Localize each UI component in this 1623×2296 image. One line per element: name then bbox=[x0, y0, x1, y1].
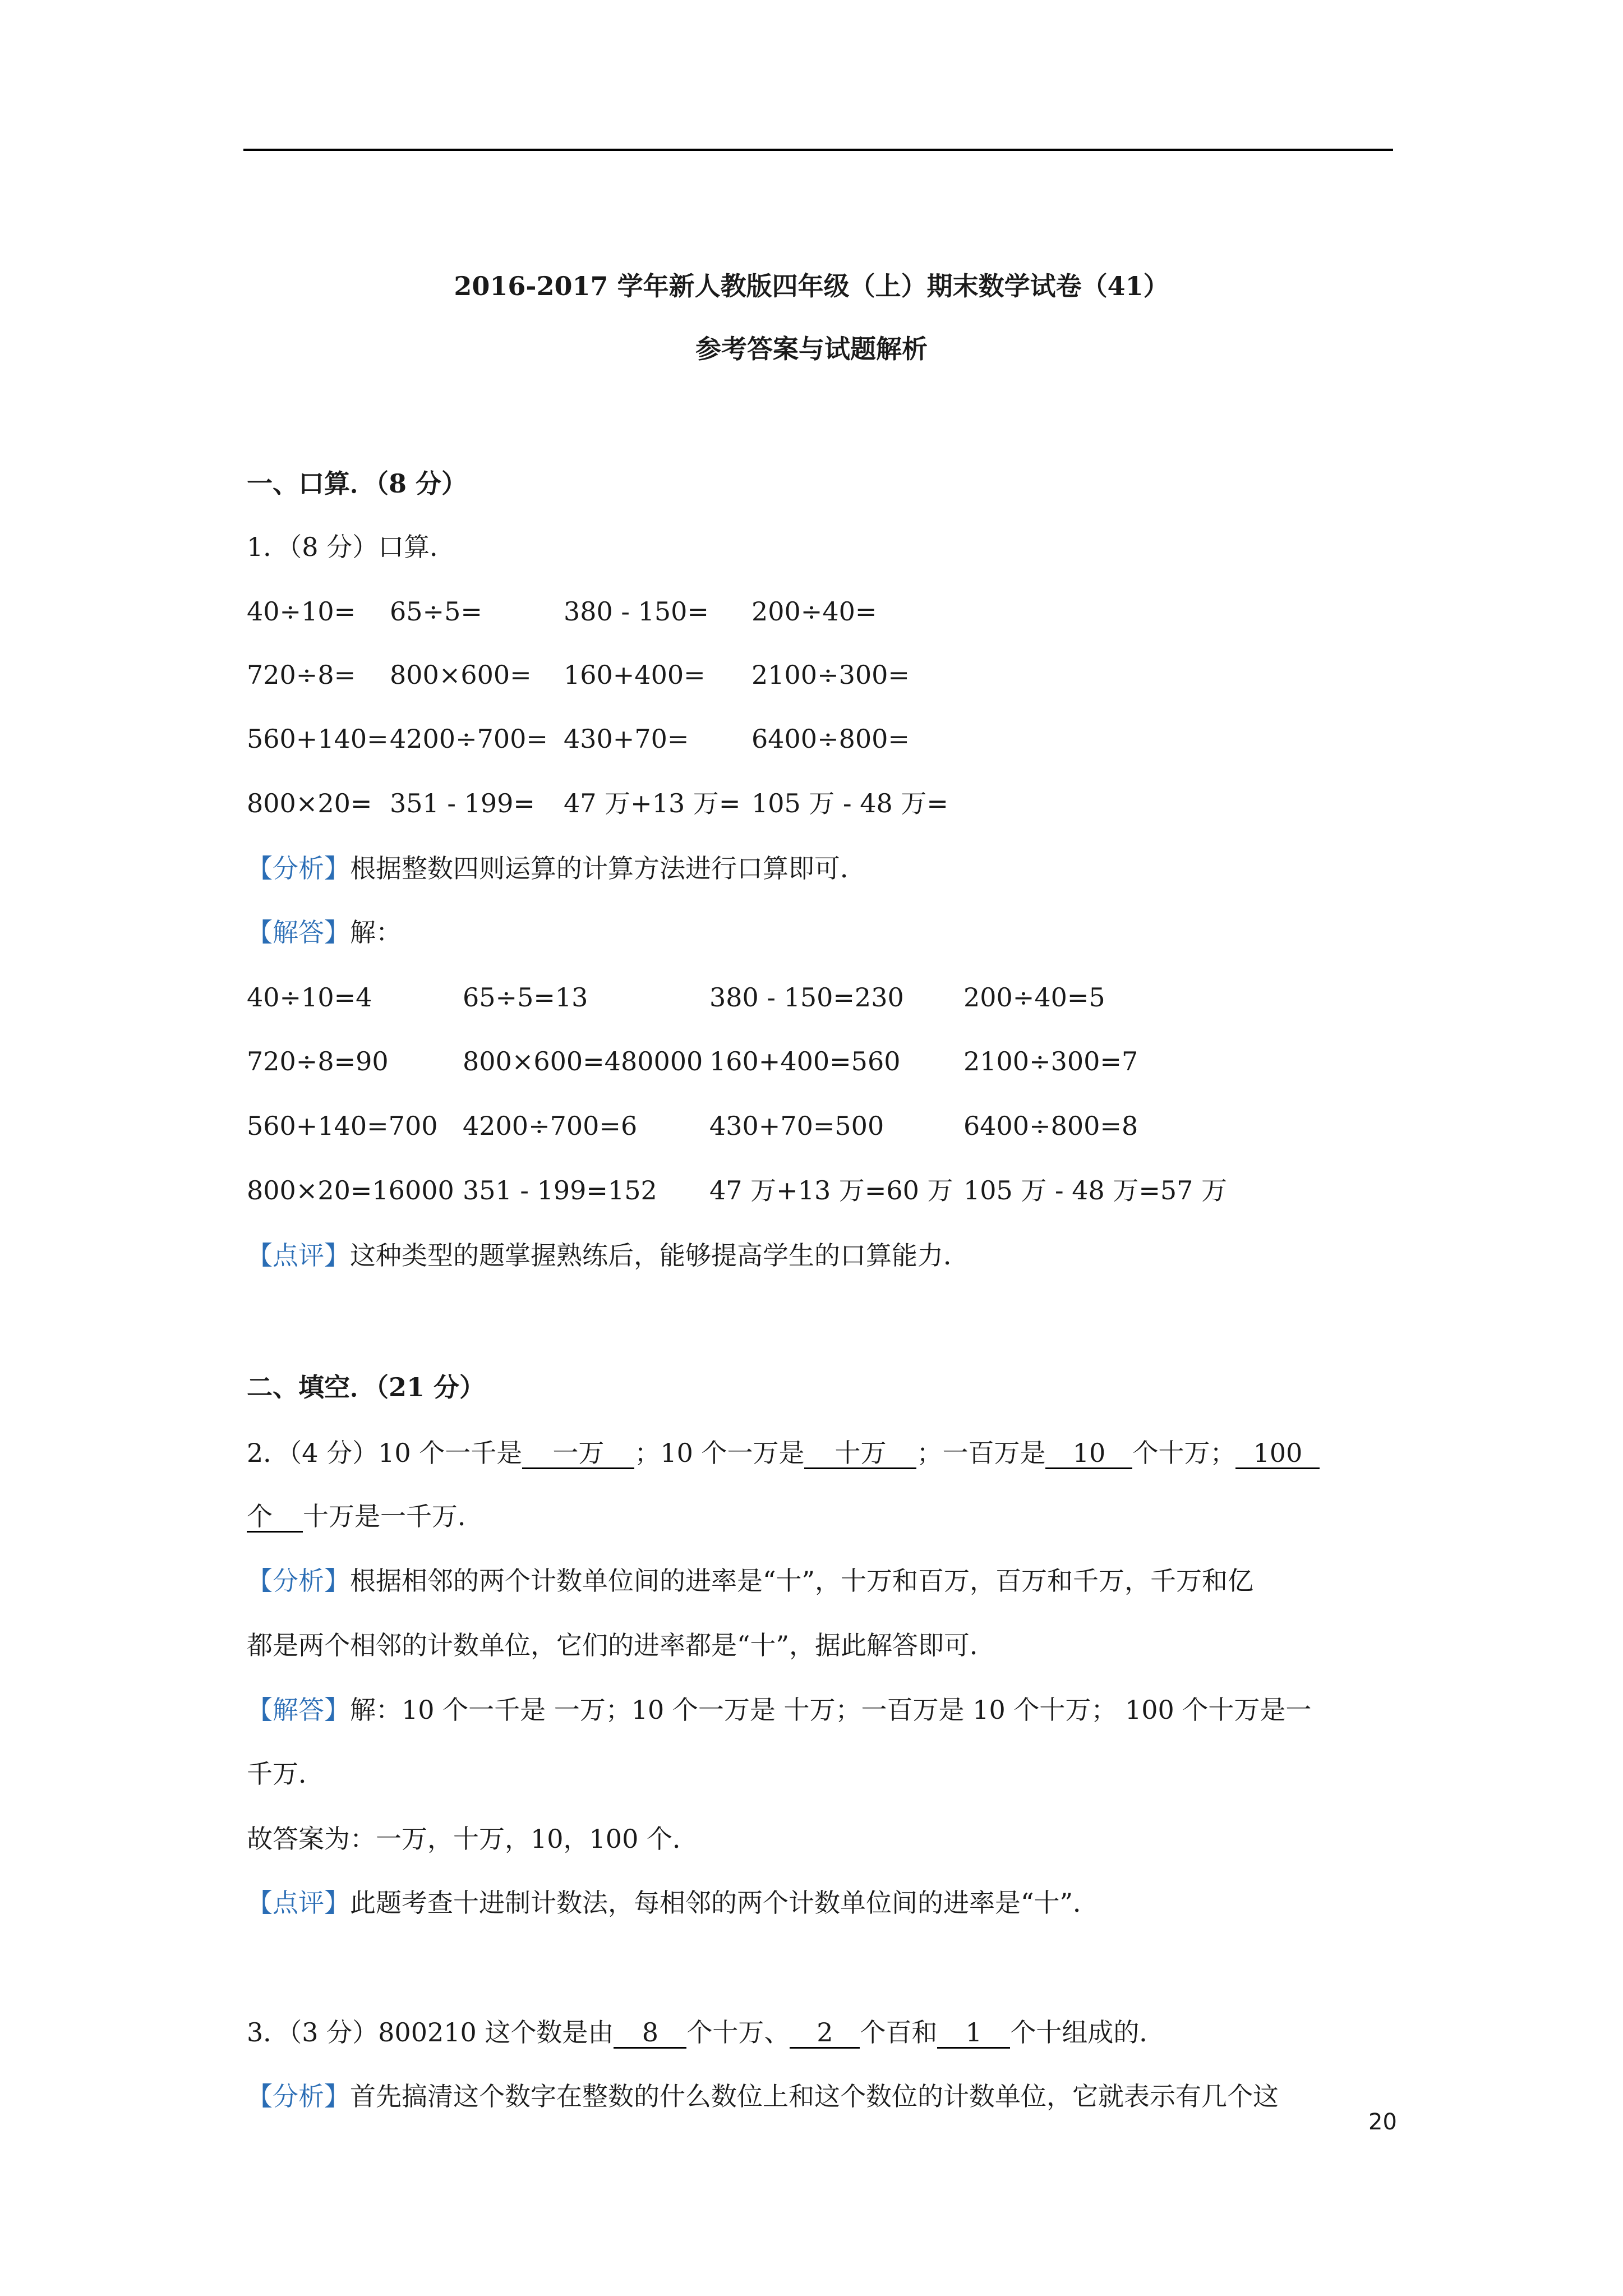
comment-2 bbox=[247, 1886, 1099, 1920]
answer-cell: 200÷40=5 bbox=[963, 982, 1105, 1013]
answer-tag: 【解答】 bbox=[247, 917, 350, 947]
answer-2-line-2: 千万． bbox=[247, 1759, 324, 1789]
answer-cell: 560+140=700 bbox=[247, 1111, 438, 1141]
comment-text: 此题考查十进制计数法，每相邻的两个计数单位间的进率是“十”． bbox=[350, 1888, 1099, 1918]
problem-cell: 40÷10= bbox=[247, 596, 356, 627]
answer-cell: 105 万 - 48 万=57 万 bbox=[963, 1175, 1228, 1205]
q2-blank-3: 10 bbox=[1045, 1438, 1132, 1469]
answer-cell: 4200÷700=6 bbox=[463, 1111, 638, 1141]
analysis-text: 首先搞清这个数字在整数的什么数位上和这个数位的计数单位，它就表示有几个这 bbox=[350, 2081, 1279, 2111]
q3-text: 3．（3 分）800210 这个数是由 bbox=[247, 2017, 614, 2047]
answer-cell: 800×600=480000 bbox=[463, 1046, 703, 1076]
problem-cell: 800×600= bbox=[390, 660, 532, 690]
problem-cell: 4200÷700= bbox=[390, 724, 548, 754]
question-1-label: 1．（8 分）口算． bbox=[247, 532, 456, 562]
problem-cell: 720÷8= bbox=[247, 660, 356, 690]
page-subtitle: 参考答案与试题解析 bbox=[695, 334, 928, 364]
q2-text: 个十万； bbox=[1132, 1438, 1236, 1468]
answer-cell: 2100÷300=7 bbox=[963, 1046, 1138, 1076]
problem-cell: 560+140= bbox=[247, 724, 389, 754]
problem-cell: 351 - 199= bbox=[390, 788, 535, 818]
q3-blank-3: 1 bbox=[937, 2018, 1010, 2049]
section-heading-1: 一、口算．（8 分） bbox=[247, 468, 468, 499]
problem-cell: 430+70= bbox=[564, 724, 689, 754]
q3-text: 个百和 bbox=[860, 2017, 938, 2047]
q3-blank-2: 2 bbox=[790, 2018, 860, 2049]
question-3 bbox=[247, 2016, 1165, 2049]
answer-cell: 800×20=16000 bbox=[247, 1175, 454, 1205]
comment-text: 这种类型的题掌握熟练后，能够提高学生的口算能力． bbox=[350, 1240, 969, 1271]
q2-blank-1: 一万 bbox=[522, 1438, 634, 1469]
problem-cell: 47 万+13 万= bbox=[564, 788, 741, 818]
answer-2-line-1 bbox=[247, 1693, 1311, 1727]
answer-cell: 720÷8=90 bbox=[247, 1046, 389, 1076]
problem-cell: 380 - 150= bbox=[564, 596, 709, 627]
q2-text: ；一百万是 bbox=[916, 1438, 1046, 1468]
answer-text: 解：10 个一千是 一万；10 个一万是 十万；一百万是 10 个十万； 100 个十万是一 bbox=[350, 1695, 1312, 1725]
problem-cell: 800×20= bbox=[247, 788, 372, 818]
question-2-line-2 bbox=[247, 1499, 483, 1533]
page-title: 2016-2017 学年新人教版四年级（上）期末数学试卷（41） bbox=[454, 271, 1169, 301]
q2-text: 2．（4 分）10 个一千是 bbox=[247, 1438, 523, 1468]
answer-cell: 40÷10=4 bbox=[247, 982, 372, 1013]
analysis-tag: 【分析】 bbox=[247, 2081, 350, 2111]
question-2-line-1 bbox=[247, 1436, 1320, 1470]
q3-blank-1: 8 bbox=[614, 2018, 686, 2049]
q3-text: 个十组成的． bbox=[1010, 2017, 1165, 2047]
problem-cell: 65÷5= bbox=[390, 596, 482, 627]
analysis-2-line-2: 都是两个相邻的计数单位，它们的进率都是“十”，据此解答即可． bbox=[247, 1630, 996, 1660]
answer-2-line-3: 故答案为：一万，十万，10，100 个． bbox=[247, 1824, 698, 1854]
analysis-tag: 【分析】 bbox=[247, 1566, 350, 1596]
analysis-text: 根据整数四则运算的计算方法进行口算即可． bbox=[350, 853, 866, 884]
answer-cell: 6400÷800=8 bbox=[963, 1111, 1138, 1141]
analysis-3 bbox=[247, 2079, 1279, 2113]
analysis-tag: 【分析】 bbox=[247, 853, 350, 884]
comment-tag: 【点评】 bbox=[247, 1888, 350, 1918]
answer-cell: 430+70=500 bbox=[709, 1111, 884, 1141]
analysis-text: 根据相邻的两个计数单位间的进率是“十”，十万和百万，百万和千万，千万和亿 bbox=[350, 1566, 1254, 1596]
q2-text: ；10 个一万是 bbox=[634, 1438, 805, 1468]
answer-cell: 351 - 199=152 bbox=[463, 1175, 657, 1205]
problem-cell: 105 万 - 48 万= bbox=[751, 788, 948, 818]
q2-blank-2: 十万 bbox=[804, 1438, 916, 1469]
q2-blank-4-cont: 个 bbox=[247, 1502, 303, 1533]
answer-tag: 【解答】 bbox=[247, 1695, 350, 1725]
q2-text: 十万是一千万． bbox=[303, 1501, 483, 1531]
comment-tag: 【点评】 bbox=[247, 1240, 350, 1271]
problem-cell: 200÷40= bbox=[751, 596, 877, 627]
analysis-1 bbox=[247, 852, 866, 885]
answer-cell: 65÷5=13 bbox=[463, 982, 588, 1013]
comment-1 bbox=[247, 1239, 969, 1272]
analysis-2-line-1 bbox=[247, 1564, 1253, 1598]
problem-cell: 160+400= bbox=[564, 660, 706, 690]
answer-1-intro bbox=[247, 915, 402, 949]
answer-cell: 47 万+13 万=60 万 bbox=[709, 1175, 953, 1205]
answer-cell: 380 - 150=230 bbox=[709, 982, 904, 1013]
q3-text: 个十万、 bbox=[686, 2017, 790, 2047]
q2-blank-4: 100 bbox=[1235, 1438, 1320, 1469]
problem-cell: 6400÷800= bbox=[751, 724, 910, 754]
section-heading-2: 二、填空．（21 分） bbox=[247, 1372, 486, 1402]
answer-intro-text: 解： bbox=[350, 917, 402, 947]
answer-cell: 160+400=560 bbox=[709, 1046, 901, 1076]
page-number: 20 bbox=[1368, 2109, 1397, 2135]
header-rule bbox=[243, 149, 1393, 151]
problem-cell: 2100÷300= bbox=[751, 660, 910, 690]
